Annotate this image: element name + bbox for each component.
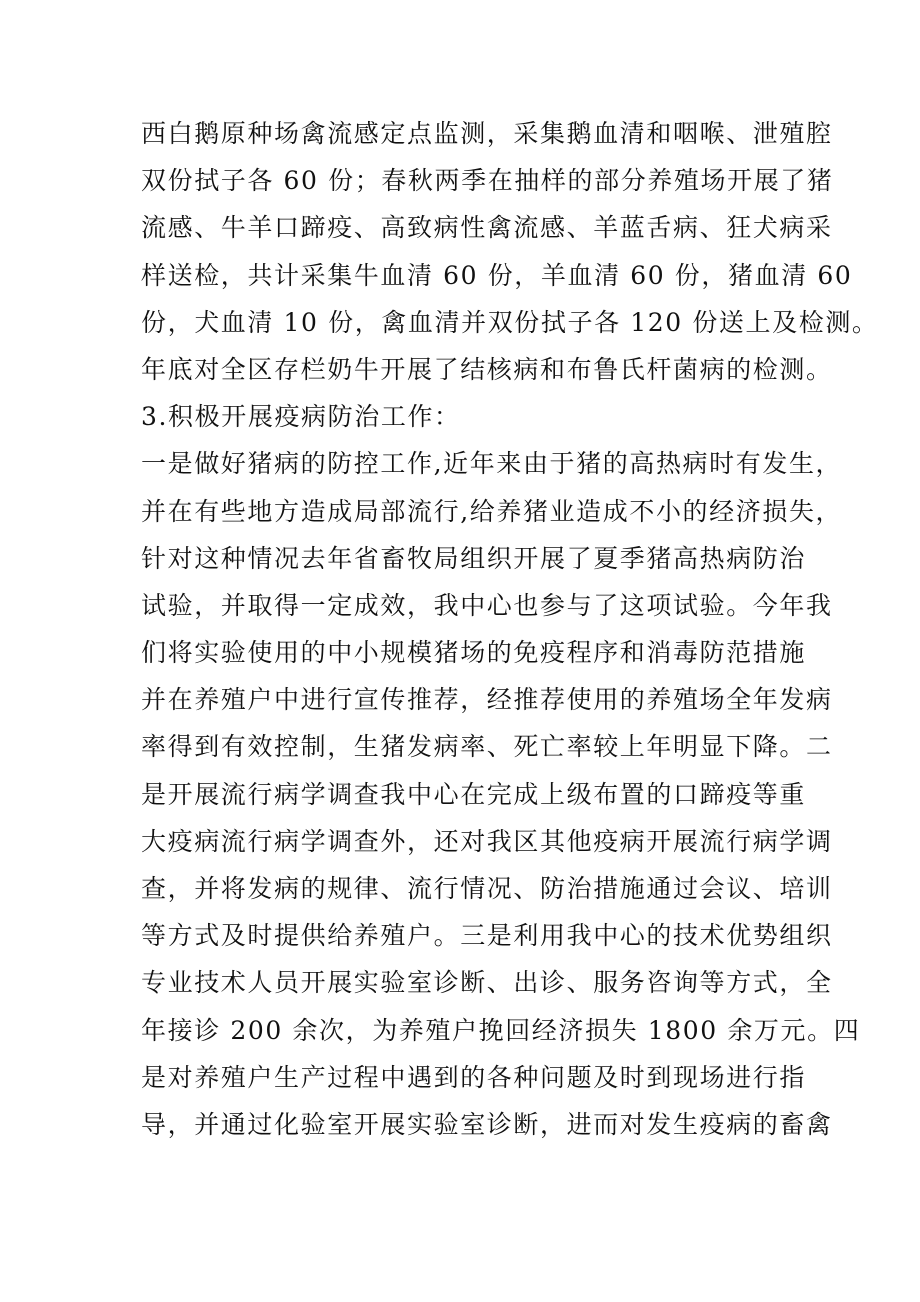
text-line: 样送检，共计采集牛血清 60 份，羊血清 60 份，猪血清 60 — [141, 260, 853, 290]
text-line: 等方式及时提供给养殖户。三是利用我中心的技术优势组织 — [141, 921, 833, 951]
text-line: 份，犬血清 10 份，禽血清并双份拭子各 120 份送上及检测。 — [141, 307, 879, 337]
document-body — [141, 110, 879, 1148]
text-line: 大疫病流行病学调查外，还对我区其他疫病开展流行病学调 — [141, 826, 833, 856]
text-line: 一是做好猪病的防控工作,近年来由于猪的高热病时有发生， — [141, 449, 843, 479]
text-line: 西白鹅原种场禽流感定点监测，采集鹅血清和咽喉、泄殖腔 — [141, 119, 833, 148]
section-heading: 3.积极开展疫病防治工作： — [141, 402, 461, 432]
text-line: 流感、牛羊口蹄疫、高致病性禽流感、羊蓝舌病、狂犬病采 — [141, 213, 833, 243]
text-line: 是对养殖户生产过程中遇到的各种问题及时到现场进行指 — [141, 1062, 807, 1092]
text-line: 查，并将发病的规律、流行情况、防治措施通过会议、培训 — [141, 874, 833, 903]
text-line: 并在养殖户中进行宣传推荐，经推荐使用的养殖场全年发病 — [141, 685, 833, 715]
text-line: 针对这种情况去年省畜牧局组织开展了夏季猪高热病防治 — [141, 543, 807, 573]
text-line: 们将实验使用的中小规模猪场的免疫程序和消毒防范措施 — [141, 638, 807, 668]
text-line: 年底对全区存栏奶牛开展了结核病和布鲁氏杆菌病的检测。 — [141, 354, 833, 384]
text-line: 专业技术人员开展实验室诊断、出诊、服务咨询等方式，全 — [141, 968, 833, 998]
text-line: 试验，并取得一定成效，我中心也参与了这项试验。今年我 — [141, 590, 833, 620]
text-line: 率得到有效控制，生猪发病率、死亡率较上年明显下降。二 — [141, 732, 833, 762]
text-line: 导，并通过化验室开展实验室诊断，进而对发生疫病的畜禽 — [141, 1109, 833, 1139]
text-line: 是开展流行病学调查我中心在完成上级布置的口蹄疫等重 — [141, 779, 807, 809]
text-line: 双份拭子各 60 份；春秋两季在抽样的部分养殖场开展了猪 — [141, 166, 834, 196]
text-line: 并在有些地方造成局部流行,给养猪业造成不小的经济损失， — [141, 496, 843, 526]
text-line: 年接诊 200 余次，为养殖户挽回经济损失 1800 余万元。四 — [141, 1015, 861, 1045]
